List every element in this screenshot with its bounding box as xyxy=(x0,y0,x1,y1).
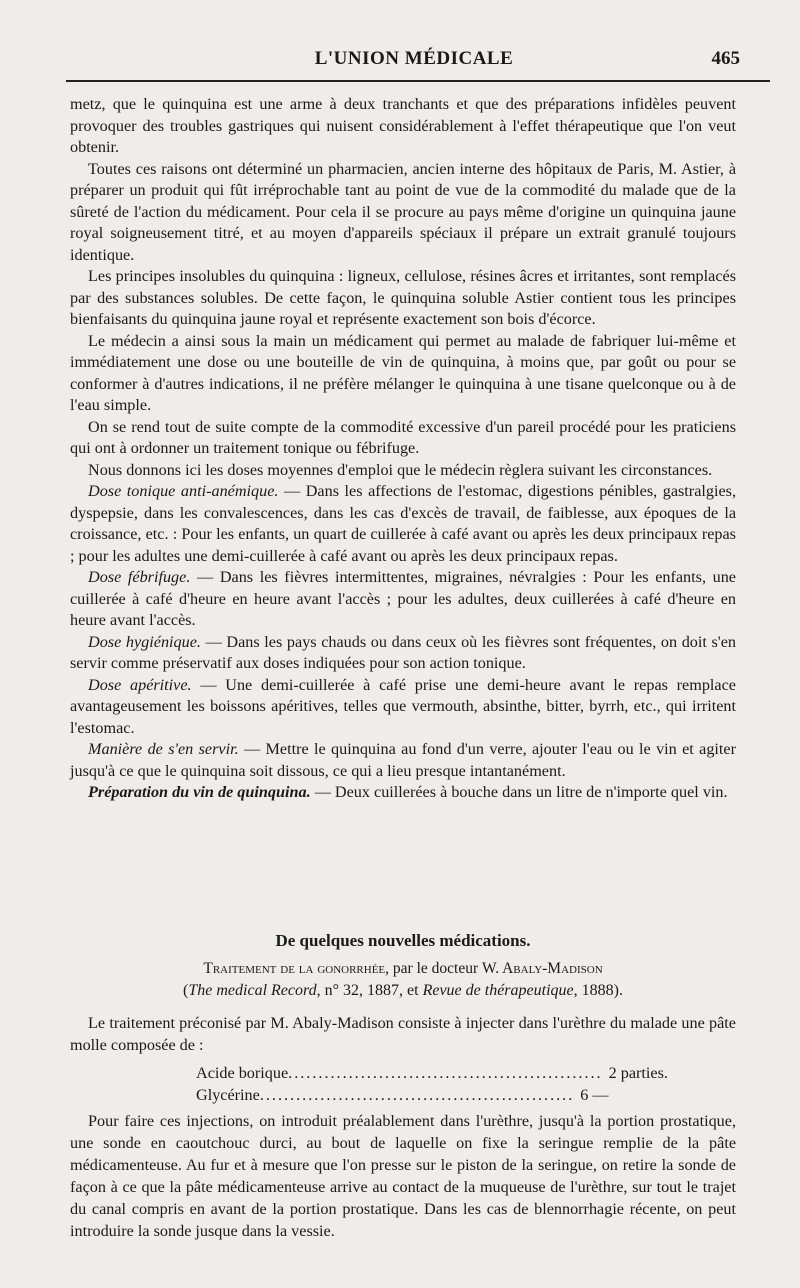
subtitle-by: par le docteur xyxy=(389,960,482,977)
running-head xyxy=(88,48,740,72)
paragraph: Le médecin a ainsi sous la main un médicament qui permet au malade de fabriquer lui-même et immédiatement une dose ou une bouteille de vin de quinquina, à moins que, par goût ou pour se conformer à d'autres indications, il ne préfère mélanger le quinquina à une tisane quelconque ou à de l'eau simple. xyxy=(70,331,736,414)
paragraph: Nous donnons ici les doses moyennes d'emploi que le médecin règlera suivant les circonstances. xyxy=(88,460,713,479)
ref-open: ( xyxy=(183,982,189,999)
ref-mid: , n° 32, 1887, et xyxy=(316,982,423,999)
dose-heading: Dose fébrifuge. xyxy=(88,568,191,586)
dose-text: — Une demi-cuillerée à café prise une demi-heure avant le repas remplace avantageusement les boissons apéritives, telles que vermouth, absinthe, bitter, byrrh, etc., qui irritent l'estomac. xyxy=(70,675,736,737)
paragraph: Pour faire ces injections, on introduit préalablement dans l'urèthre, jusqu'à la portion prostatique, une sonde en caoutchouc durci, au bout de laquelle on fixe la seringue remplie de la pâte médicamenteuse. Au fur et à mesure que l'on presse sur le piston de la seringue, on retire la sonde de façon à ce que la pâte médicamenteuse arrive au contact de la muqueuse de l'urèthre, sur tout le trajet du canal compris en avant de la portion prostatique. Dans les cas de blennorrhagie récente, on peut introduire la sonde jusque dans la vessie. xyxy=(70,1112,736,1240)
leader-dots: .................................................... xyxy=(288,1064,603,1082)
ingredient-name: Acide borique xyxy=(196,1064,289,1082)
section-reference xyxy=(70,980,736,1002)
dose-text: — Deux cuillerées à bouche dans un litre de n'importe quel vin. xyxy=(310,783,728,801)
dose-paragraph xyxy=(70,675,736,740)
ref-journal: The medical Record xyxy=(188,982,317,999)
subtitle-topic: Traitement de la gonorrhée, xyxy=(203,960,390,977)
paragraph: metz, que le quinquina est une arme à deux tranchants et que des préparations infidèles peuvent provoquer des troubles gastriques qui nuisent considérablement à l'effet thérapeutique que l'on veut obtenir. xyxy=(70,95,736,156)
dose-text: — Dans les pays chauds ou dans ceux où les fièvres sont fréquentes, on doit s'en servir comme préservatif aux doses indiquées pour son action tonique. xyxy=(70,632,736,672)
dose-paragraph xyxy=(70,632,736,675)
journal-title: L'UNION MÉDICALE xyxy=(314,48,514,69)
paragraph: On se rend tout de suite compte de la commodité excessive d'un pareil procédé pour les praticiens qui ont à ordonner un traitement tonique ou fébrifuge. xyxy=(70,417,736,457)
section-subtitle xyxy=(70,958,736,980)
leader-dots: .................................................... xyxy=(259,1086,575,1104)
ref-journal: Revue de thérapeutique xyxy=(422,982,574,999)
dose-text: — Mettre le quinquina au fond d'un verre, ajouter l'eau ou le vin et agiter jusqu'à ce que le quinquina soit dissous, ce qui a lieu presque intantanément. xyxy=(70,740,736,780)
dose-heading: Dose apéritive. xyxy=(88,675,192,694)
recipe-row xyxy=(196,1084,616,1106)
article-body xyxy=(70,94,736,804)
ingredient-quantity: 6 — xyxy=(580,1086,609,1104)
dose-text: — Dans les fièvres intermittentes, migraines, névralgies : Pour les enfants, une cuillerée à café d'heure en heure avant l'accès ; pour les adultes, deux cuillerées à café d'heure en heure avant l'accès. xyxy=(70,568,736,629)
recipe-list xyxy=(196,1062,668,1106)
dose-heading: Manière de s'en servir. xyxy=(88,740,239,758)
paragraph: Les principes insolubles du quinquina : ligneux, cellulose, résines âcres et irritantes, sont remplacés par des substances solubles. De cette façon, le quinquina soluble Astier contient tous les principes bienfaisants du quinquina jaune royal et représente exactement son bois d'écorce. xyxy=(70,267,736,328)
recipe-row xyxy=(196,1062,668,1084)
dose-text: — Dans les affections de l'estomac, digestions pénibles, gastralgies, dyspepsie, dans les convalescences, dans les cas d'excès de travail, de faiblesse, aux époques de la croissance, etc. : Pour les enfants, un quart de cuillerée à café avant ou après les deux principaux repas ; pour les adultes une demi-cuillerée à café avant ou après les deux principaux repas. xyxy=(70,482,737,565)
new-medications-section xyxy=(70,930,736,1242)
paragraph: Le traitement préconisé par M. Abaly-Madison consiste à injecter dans l'urèthre du malade une pâte molle composée de : xyxy=(70,1014,736,1054)
subtitle-author: W. Abaly-Madison xyxy=(482,960,603,977)
dose-heading: Préparation du vin de quinquina. xyxy=(88,783,311,801)
dose-paragraph xyxy=(70,782,736,804)
dose-paragraph xyxy=(70,481,736,567)
ingredient-quantity: 2 parties. xyxy=(608,1064,668,1082)
page-number: 465 xyxy=(711,48,740,69)
dose-heading: Dose hygiénique. xyxy=(88,632,201,651)
ingredient-name: Glycérine xyxy=(196,1086,260,1104)
header-rule xyxy=(66,80,770,82)
ref-end: , 1888). xyxy=(573,982,623,999)
paragraph: Toutes ces raisons ont déterminé un pharmacien, ancien interne des hôpitaux de Paris, M. Astier, à préparer un produit qui fût irréprochable tant au point de vue de la commodité du malade que de la sûreté de l'action du médicament. Pour cela il se procure au pays même d'origine un quinquina jaune royal soigneusement titré, et au moyen d'appareils spéciaux il prépare un extrait granulé toujours identique. xyxy=(70,159,736,264)
dose-paragraph xyxy=(70,567,736,632)
dose-paragraph xyxy=(70,739,736,782)
dose-heading: Dose tonique anti-anémique. xyxy=(88,482,279,500)
section-title: De quelques nouvelles médications. xyxy=(275,931,531,950)
